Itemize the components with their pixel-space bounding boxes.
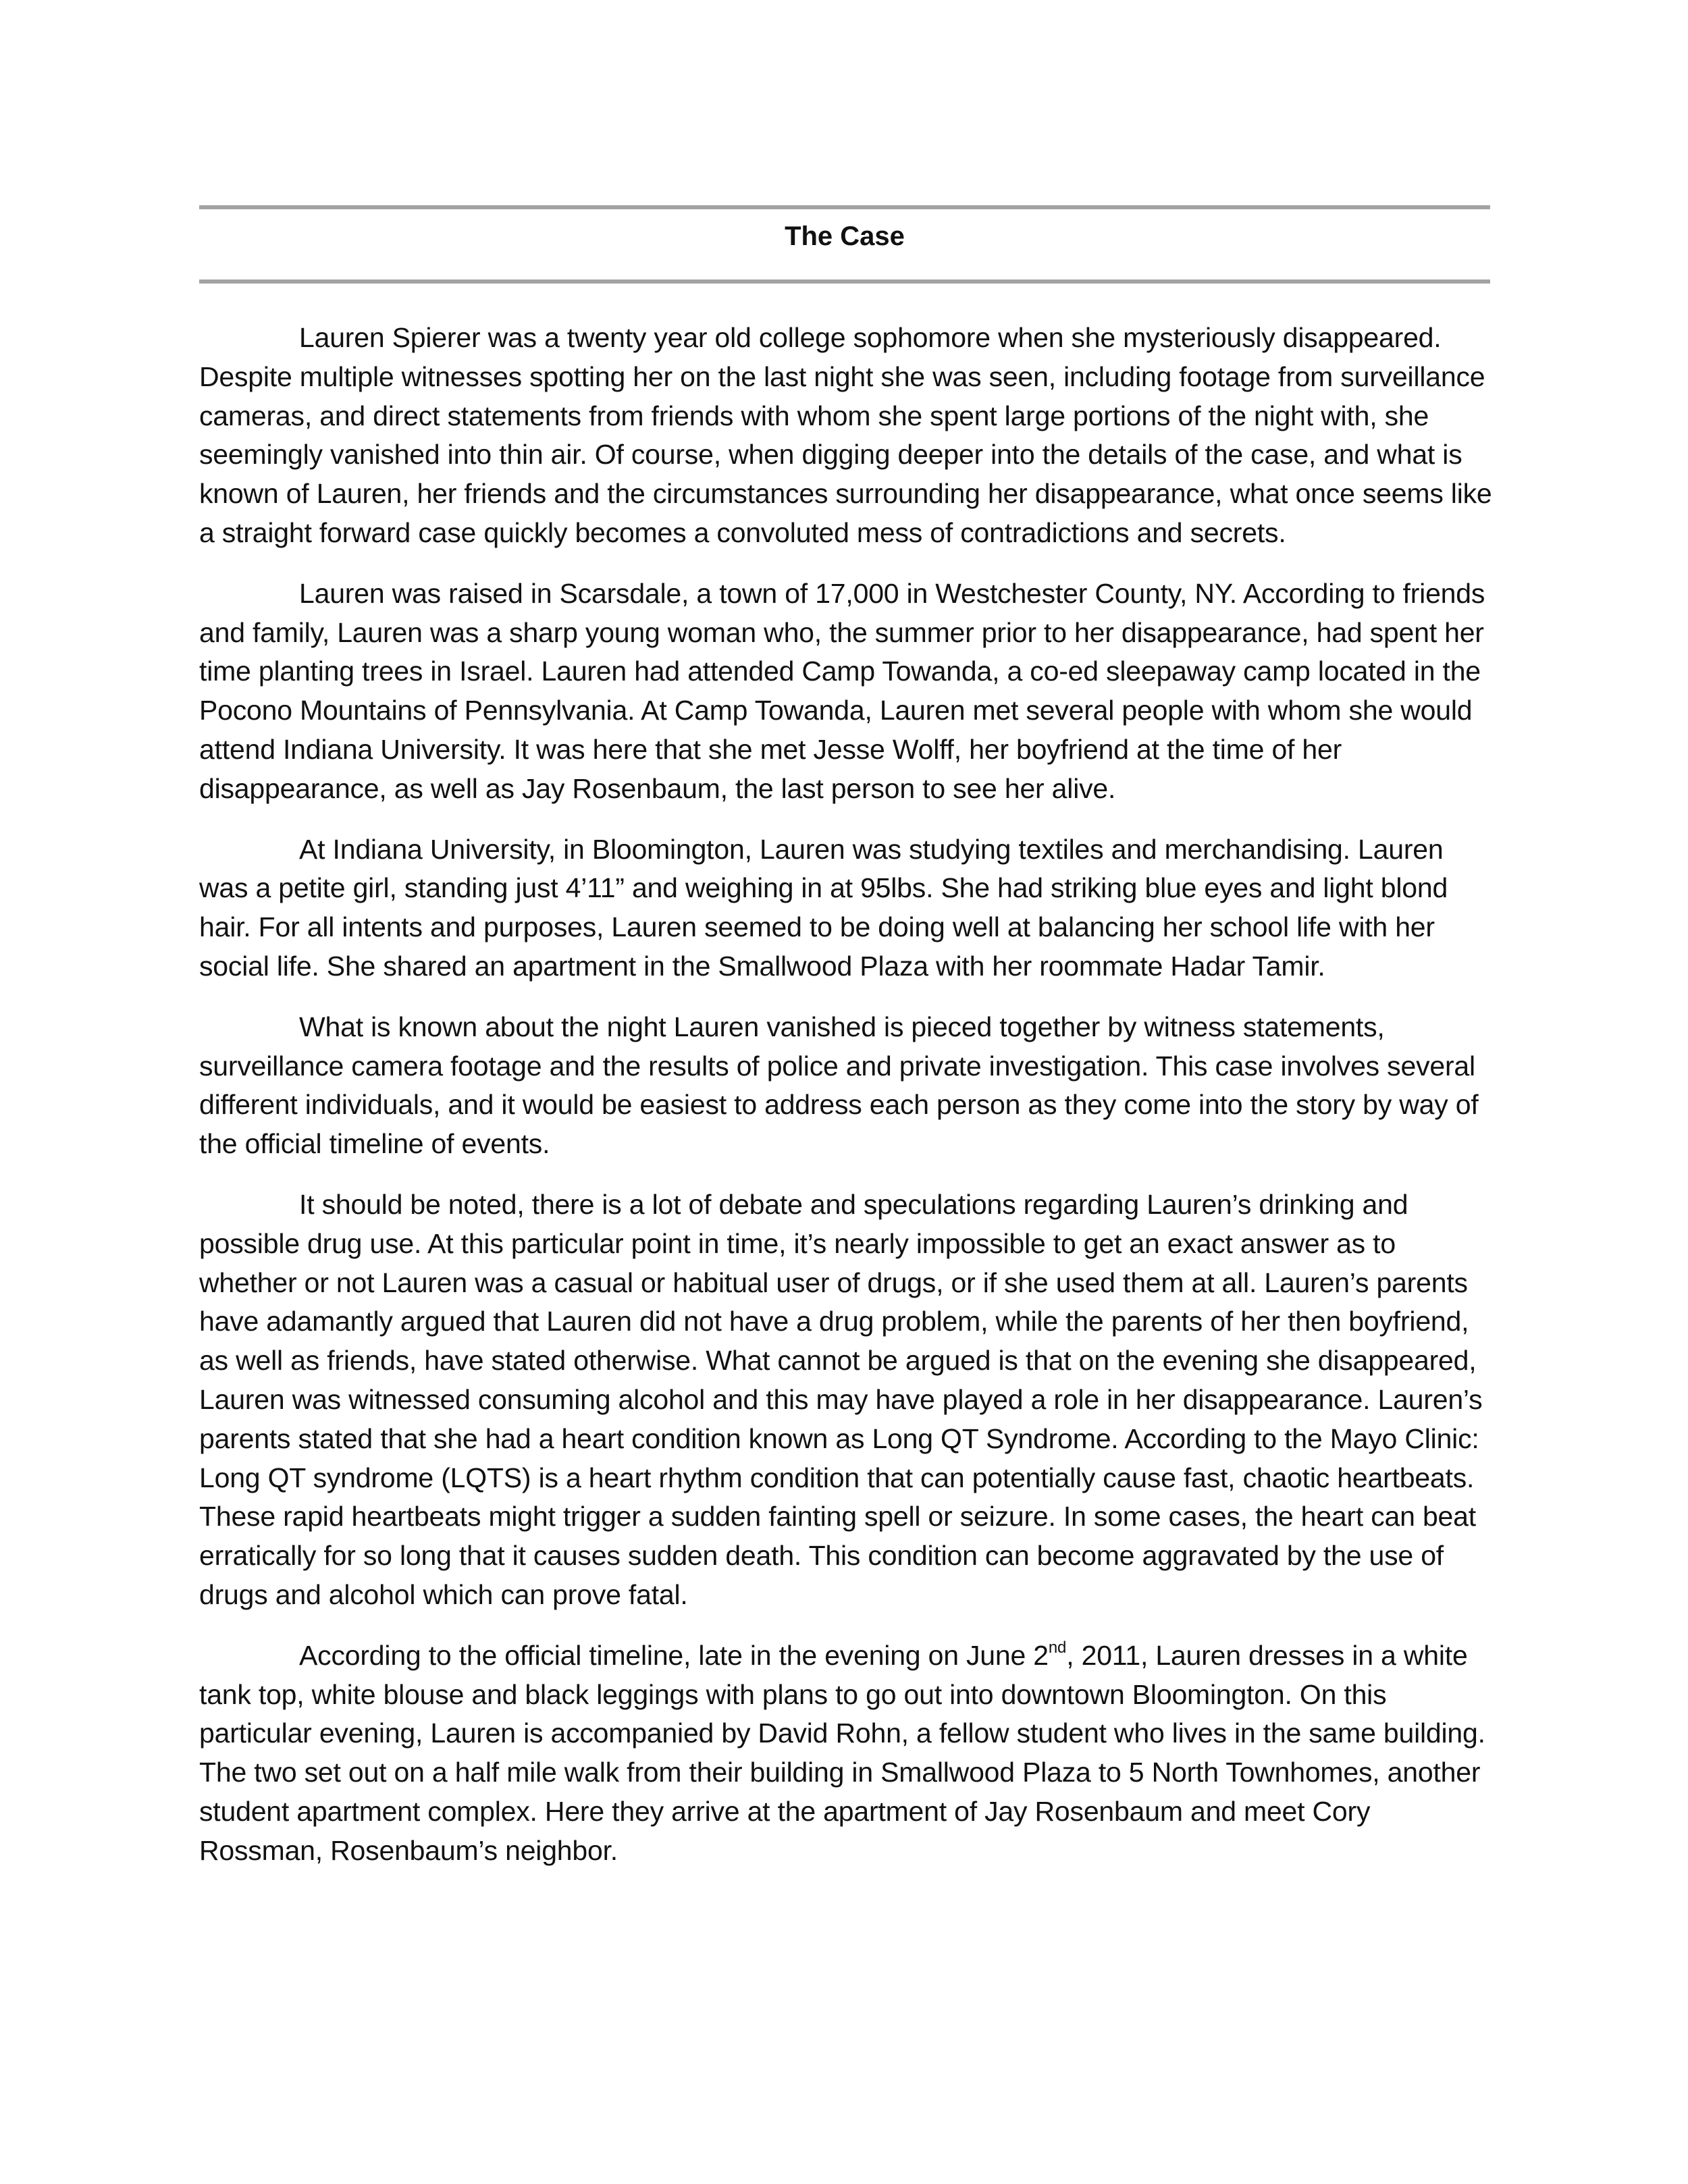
paragraph-2: Lauren was raised in Scarsdale, a town of 17,000 in Westchester County, NY. According to friends and family, Lauren was a sharp young woman who, the summer prior to her disappearance, had spent her time planting trees in Israel. Lauren had attended Camp Towanda, a co-ed sleepaway camp located in the Pocono Mountains of Pennsylvania. At Camp Towanda, Lauren met several people with whom she would attend Indiana University. It was here that she met Jesse Wolff, her boyfriend at the time of her disappearance, as well as Jay Rosenbaum, the last person to see her alive. (199, 577, 1485, 804)
paragraph-4: What is known about the night Lauren vanished is pieced together by witness statements, surveillance camera footage and the results of police and private investigation. This case involves several different individuals, and it would be easiest to address each person as they come into the story by way of the official timeline of events. (199, 1011, 1479, 1160)
paragraph-6 (199, 1636, 1493, 1871)
ordinal-suffix: nd (1048, 1638, 1067, 1657)
document-body (199, 319, 1493, 1892)
paragraph-6-start: According to the official timeline, late in the evening on June 2 (299, 1639, 1049, 1671)
page-title: The Case (785, 221, 905, 251)
paragraph-6-end: , 2011, Lauren dresses in a white tank top, white blouse and black leggings with plans to go out into downtown Bloomington. On this particular evening, Lauren is accompanied by David Rohn, a fellow student who lives in the same building. The two set out on a half mile walk from their building in Smallwood Plaza to 5 North Townhomes, another student apartment complex. Here they arrive at the apartment of Jay Rosenbaum and meet Cory Rossman, Rosenbaum’s neighbor. (199, 1639, 1485, 1866)
title-bottom-rule (199, 279, 1490, 284)
title-top-rule (199, 205, 1490, 209)
paragraph-3: At Indiana University, in Bloomington, Lauren was studying textiles and merchandising. Lauren was a petite girl, standing just 4’11” and weighing in at 95lbs. She had striking blue eyes and light blond hair. For all intents and purposes, Lauren seemed to be doing well at balancing her school life with her social life. She shared an apartment in the Smallwood Plaza with her roommate Hadar Tamir. (199, 833, 1448, 982)
paragraph-1: Lauren Spierer was a twenty year old college sophomore when she mysteriously disappeared. Despite multiple witnesses spotting her on the last night she was seen, including footage from surveillance cameras, and direct statements from friends with whom she spent large portions of the night with, she seemingly vanished into thin air. Of course, when digging deeper into the details of the case, and what is known of Lauren, her friends and the circumstances surrounding her disappearance, what once seems like a straight forward case quickly becomes a convoluted mess of contradictions and secrets. (199, 322, 1492, 548)
paragraph-5: It should be noted, there is a lot of debate and speculations regarding Lauren’s drinking and possible drug use. At this particular point in time, it’s nearly impossible to get an exact answer as to whether or not Lauren was a casual or habitual user of drugs, or if she used them at all. Lauren’s parents have adamantly argued that Lauren did not have a drug problem, while the parents of her then boyfriend, as well as friends, have stated otherwise. What cannot be argued is that on the evening she disappeared, Lauren was witnessed consuming alcohol and this may have played a role in her disappearance. Lauren’s parents stated that she had a heart condition known as Long QT Syndrome. According to the Mayo Clinic: Long QT syndrome (LQTS) is a heart rhythm condition that can potentially cause fast, chaotic heartbeats. These rapid heartbeats might trigger a sudden fainting spell or seizure. In some cases, the heart can beat erratically for so long that it causes sudden death. This condition can become aggravated by the use of drugs and alcohol which can prove fatal. (199, 1188, 1483, 1610)
